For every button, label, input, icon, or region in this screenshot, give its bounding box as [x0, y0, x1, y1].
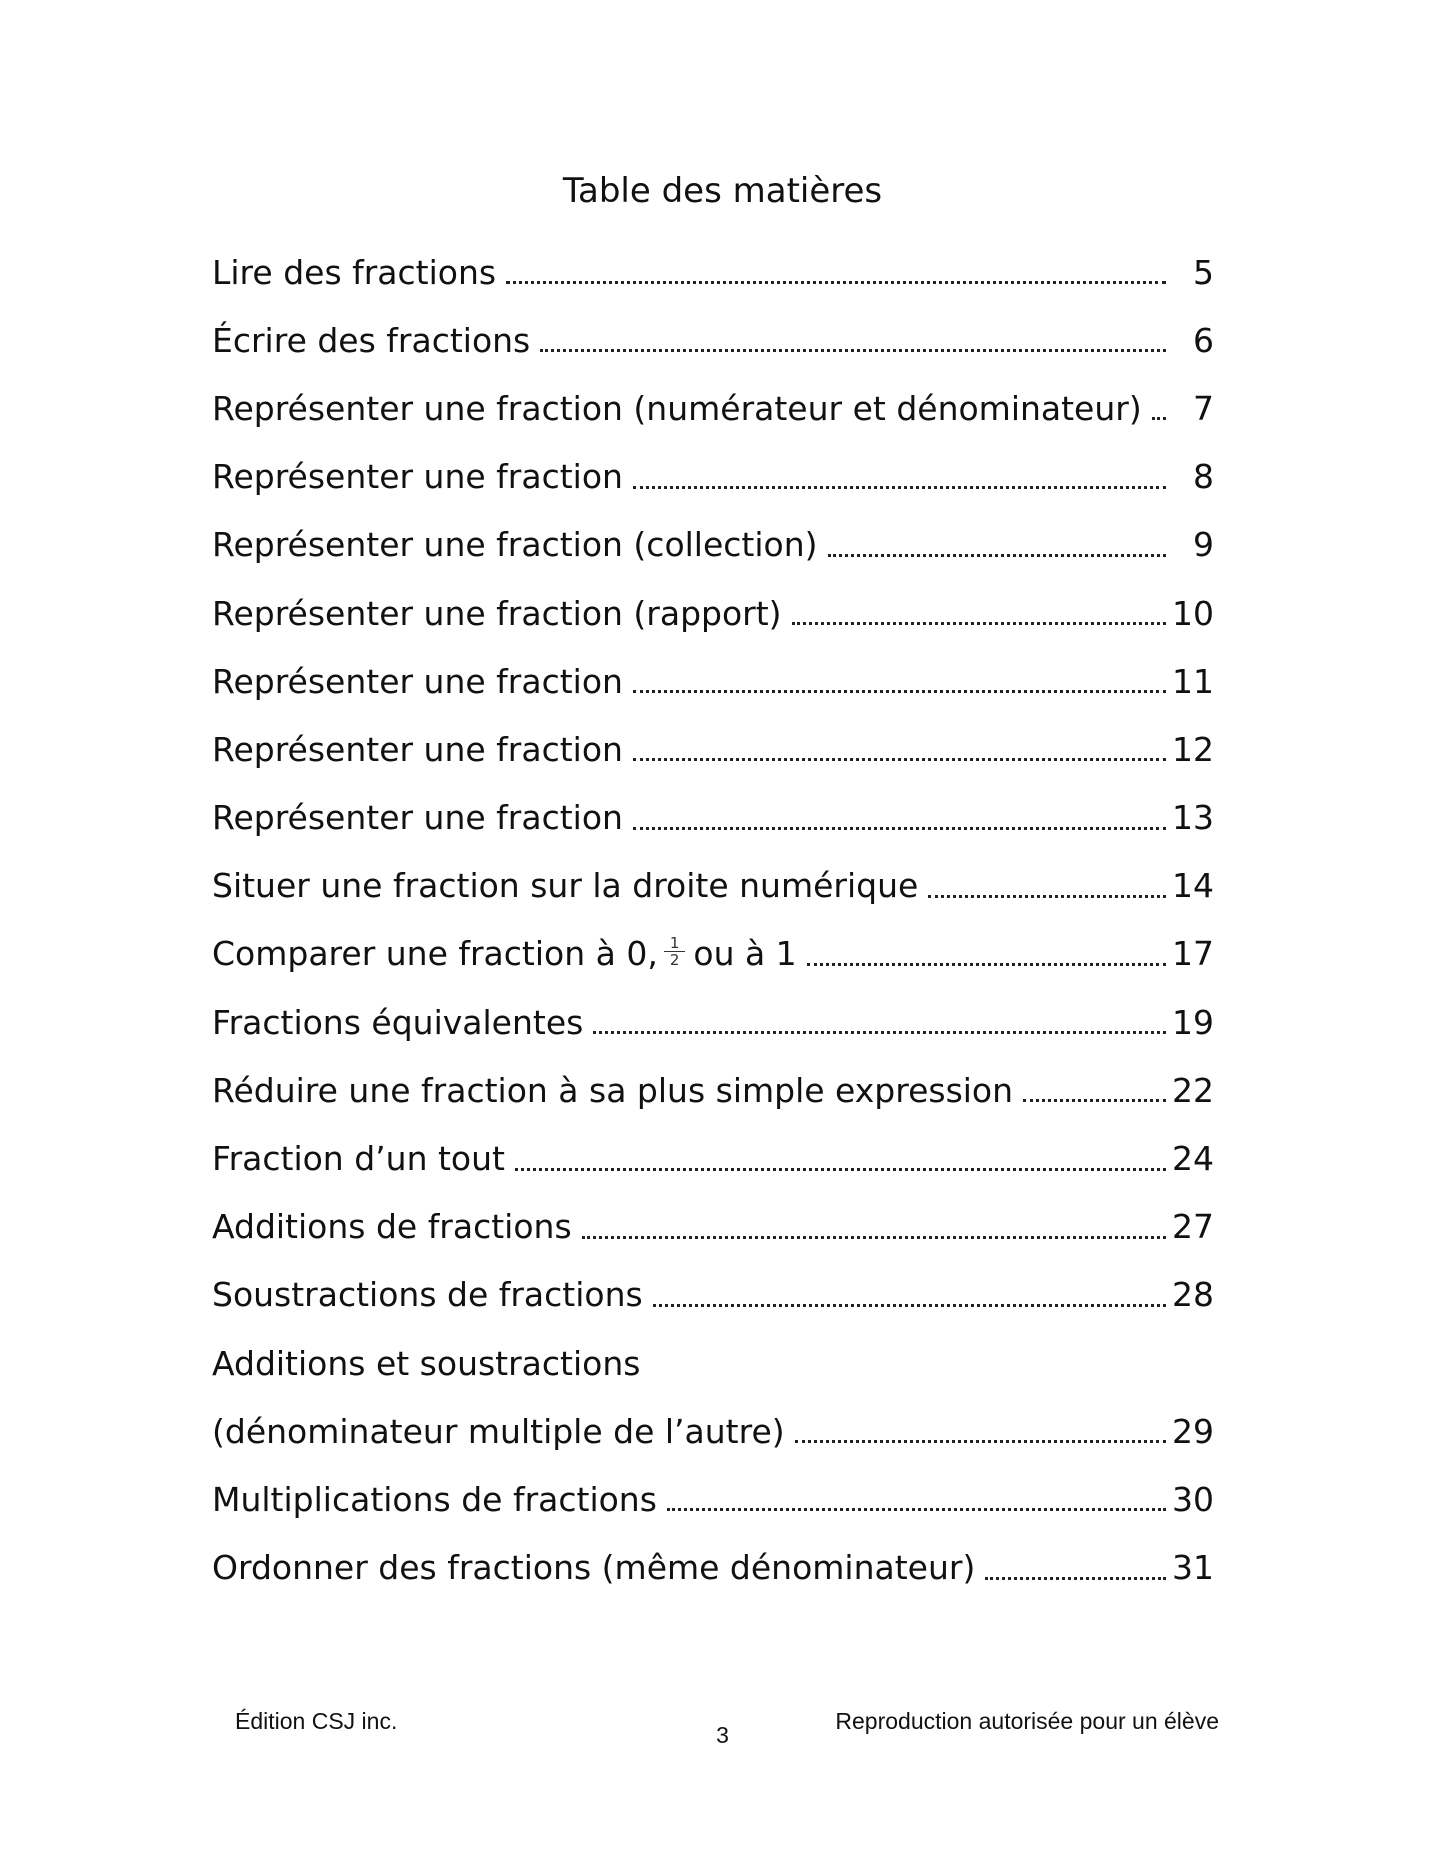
dot-leader: [1152, 390, 1166, 426]
toc-entry-page: 12: [1172, 729, 1214, 769]
toc-entry-title: Multiplications de fractions: [212, 1479, 657, 1519]
footer-reproduction-notice: Reproduction autorisée pour un élève: [835, 1708, 1219, 1734]
dot-leader: [667, 1481, 1166, 1517]
dot-leader: [807, 936, 1166, 972]
toc-entry-title: Additions de fractions: [212, 1207, 572, 1247]
toc-entry-page: 13: [1172, 798, 1214, 838]
toc-entry[interactable]: [212, 511, 1214, 579]
dot-leader: [828, 527, 1166, 563]
dot-leader: [928, 868, 1166, 904]
toc-entry[interactable]: [212, 1124, 1214, 1192]
toc-entry-page: 5: [1193, 252, 1214, 292]
dot-leader: [633, 459, 1166, 495]
toc-entry-page: 19: [1172, 1002, 1214, 1042]
dot-leader: [506, 254, 1166, 290]
dot-leader: [653, 1277, 1166, 1313]
toc-entry[interactable]: [212, 1397, 1214, 1465]
table-of-contents: [212, 238, 1214, 1602]
footer-publisher: Édition CSJ inc.: [235, 1708, 398, 1734]
dot-leader: [1023, 1072, 1166, 1108]
toc-entry-page: 31: [1172, 1548, 1214, 1588]
toc-entry[interactable]: [212, 238, 1214, 306]
toc-entry[interactable]: [212, 647, 1214, 715]
toc-entry[interactable]: [212, 988, 1214, 1056]
toc-entry-page: 14: [1172, 866, 1214, 906]
toc-entry[interactable]: [212, 579, 1214, 647]
toc-entry-page: 29: [1172, 1411, 1214, 1451]
toc-entry-title: Représenter une fraction (collection): [212, 525, 818, 565]
toc-entry[interactable]: [212, 374, 1214, 442]
toc-entry-page: 27: [1172, 1207, 1214, 1247]
toc-entry-title: Lire des fractions: [212, 252, 497, 292]
toc-entry-title: Représenter une fraction (rapport): [212, 593, 782, 633]
toc-entry-page: 28: [1172, 1275, 1214, 1315]
fraction-denominator: 2: [669, 951, 680, 970]
toc-entry-title: Représenter une fraction: [212, 798, 623, 838]
footer-page-number: 3: [716, 1722, 729, 1748]
dot-leader: [633, 800, 1166, 836]
toc-entry[interactable]: [212, 1534, 1214, 1602]
toc-entry-page: 6: [1193, 320, 1214, 360]
dot-leader: [985, 1550, 1166, 1586]
dot-leader: [792, 595, 1166, 631]
toc-entry-title: Soustractions de fractions: [212, 1275, 643, 1315]
toc-entry[interactable]: [212, 920, 1214, 988]
toc-entry[interactable]: [212, 852, 1214, 920]
toc-entry-page: 24: [1172, 1139, 1214, 1179]
toc-entry[interactable]: [212, 443, 1214, 511]
dot-leader: [633, 731, 1166, 767]
page-title: Table des matières: [562, 171, 883, 211]
toc-entry-title: Réduire une fraction à sa plus simple expression: [212, 1070, 1014, 1110]
toc-entry-title: (dénominateur multiple de l’autre): [212, 1411, 785, 1451]
toc-entry[interactable]: [212, 1261, 1214, 1329]
dot-leader: [540, 322, 1166, 358]
toc-entry-title: Fractions équivalentes: [212, 1002, 584, 1042]
toc-entry[interactable]: [212, 1193, 1214, 1261]
toc-entry-title: Représenter une fraction: [212, 729, 623, 769]
dot-leader: [795, 1413, 1166, 1449]
toc-entry-title: Situer une fraction sur la droite numérique: [212, 866, 919, 906]
toc-entry[interactable]: [212, 715, 1214, 783]
toc-entry-page: 17: [1172, 934, 1214, 974]
toc-entry-page: 7: [1193, 388, 1214, 428]
dot-leader: [633, 663, 1166, 699]
toc-entry-page: 22: [1172, 1070, 1214, 1110]
toc-entry-title: Représenter une fraction: [212, 661, 623, 701]
one-half-fraction: [664, 935, 686, 968]
fraction-numerator: 1: [664, 935, 686, 952]
toc-entry-title: Représenter une fraction (numérateur et dénominateur): [212, 388, 1142, 428]
toc-entry-page: 30: [1172, 1479, 1214, 1519]
dot-leader: [582, 1209, 1166, 1245]
toc-entry-page: 11: [1172, 661, 1214, 701]
dot-leader: [515, 1141, 1166, 1177]
toc-entry-title-after: ou à 1: [693, 934, 797, 974]
toc-entry-title: Écrire des fractions: [212, 320, 531, 360]
dot-leader: [593, 1004, 1166, 1040]
toc-entry-title: Ordonner des fractions (même dénominateur): [212, 1548, 976, 1588]
toc-entry-page: 10: [1172, 593, 1214, 633]
toc-entry-title: [212, 934, 797, 973]
toc-entry-title: Fraction d’un tout: [212, 1139, 505, 1179]
toc-entry-title: Représenter une fraction: [212, 457, 623, 497]
toc-entry-title-before: Comparer une fraction à 0,: [212, 934, 658, 974]
toc-entry[interactable]: [212, 1465, 1214, 1533]
toc-entry[interactable]: [212, 784, 1214, 852]
toc-entry-title: Additions et soustractions: [212, 1343, 641, 1383]
toc-entry-page: 9: [1193, 525, 1214, 565]
toc-entry-page: 8: [1193, 457, 1214, 497]
toc-entry[interactable]: [212, 1329, 1214, 1397]
toc-entry[interactable]: [212, 306, 1214, 374]
toc-entry[interactable]: [212, 1056, 1214, 1124]
